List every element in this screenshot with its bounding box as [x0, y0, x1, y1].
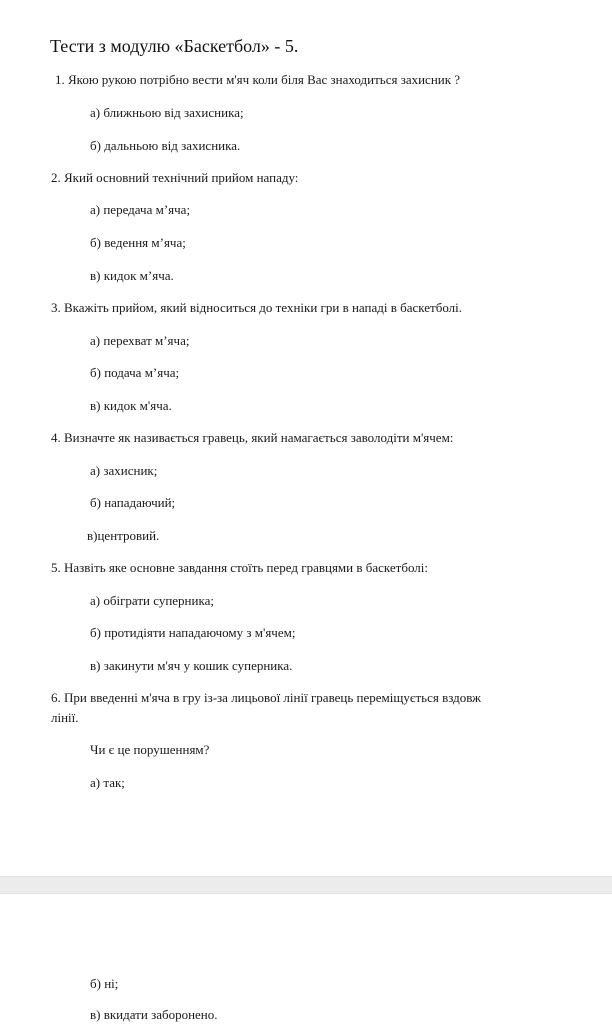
question-6-subquestion: Чи є це порушенням? — [90, 742, 210, 757]
page-separator — [0, 876, 612, 894]
question-3-option-a: а) перехват м’яча; — [90, 333, 190, 348]
question-3-option-c: в) кидок м'яча. — [90, 398, 172, 413]
question-4: 4. Визначте як називається гравець, який намагається заволодіти м'ячем: — [51, 430, 454, 445]
question-6-option-b: б) ні; — [90, 976, 119, 991]
question-5-option-b: б) протидіяти нападаючому з м'ячем; — [90, 625, 296, 640]
question-4-option-c: в)центровий. — [87, 528, 160, 543]
question-1-option-a: а) ближньою від захисника; — [90, 105, 244, 120]
question-6-line-2: лінії. — [51, 710, 79, 725]
question-3-option-b: б) подача м’яча; — [90, 365, 180, 380]
question-6-line-1: 6. При введенні м'яча в гру із-за лицьової лінії гравець переміщується вздовж — [51, 690, 481, 705]
question-1-option-b: б) дальньою від захисника. — [90, 138, 241, 153]
question-4-option-a: а) захисник; — [90, 463, 158, 478]
question-2-option-a: а) передача м’яча; — [90, 202, 191, 217]
question-4-option-b: б) нападаючий; — [90, 495, 176, 510]
question-1: 1. Якою рукою потрібно вести м'яч коли біля Вас знаходиться захисник ? — [55, 72, 461, 87]
question-5-option-a: а) обіграти суперника; — [90, 593, 214, 608]
page-title: Тести з модулю «Баскетбол» - 5. — [50, 36, 299, 56]
question-2-option-b: б) ведення м’яча; — [90, 235, 186, 250]
question-6-option-a: а) так; — [90, 775, 125, 790]
question-6-option-c: в) вкидати заборонено. — [90, 1007, 218, 1022]
question-2: 2. Який основний технічний прийом нападу: — [51, 170, 299, 185]
document-page-2 — [0, 894, 612, 1030]
question-5-option-c: в) закинути м'яч у кошик суперника. — [90, 658, 293, 673]
question-3: 3. Вкажіть прийом, який відноситься до техніки гри в нападі в баскетболі. — [51, 300, 463, 315]
question-2-option-c: в) кидок м’яча. — [90, 268, 174, 283]
question-5: 5. Назвіть яке основне завдання стоїть перед гравцями в баскетболі: — [51, 560, 428, 575]
